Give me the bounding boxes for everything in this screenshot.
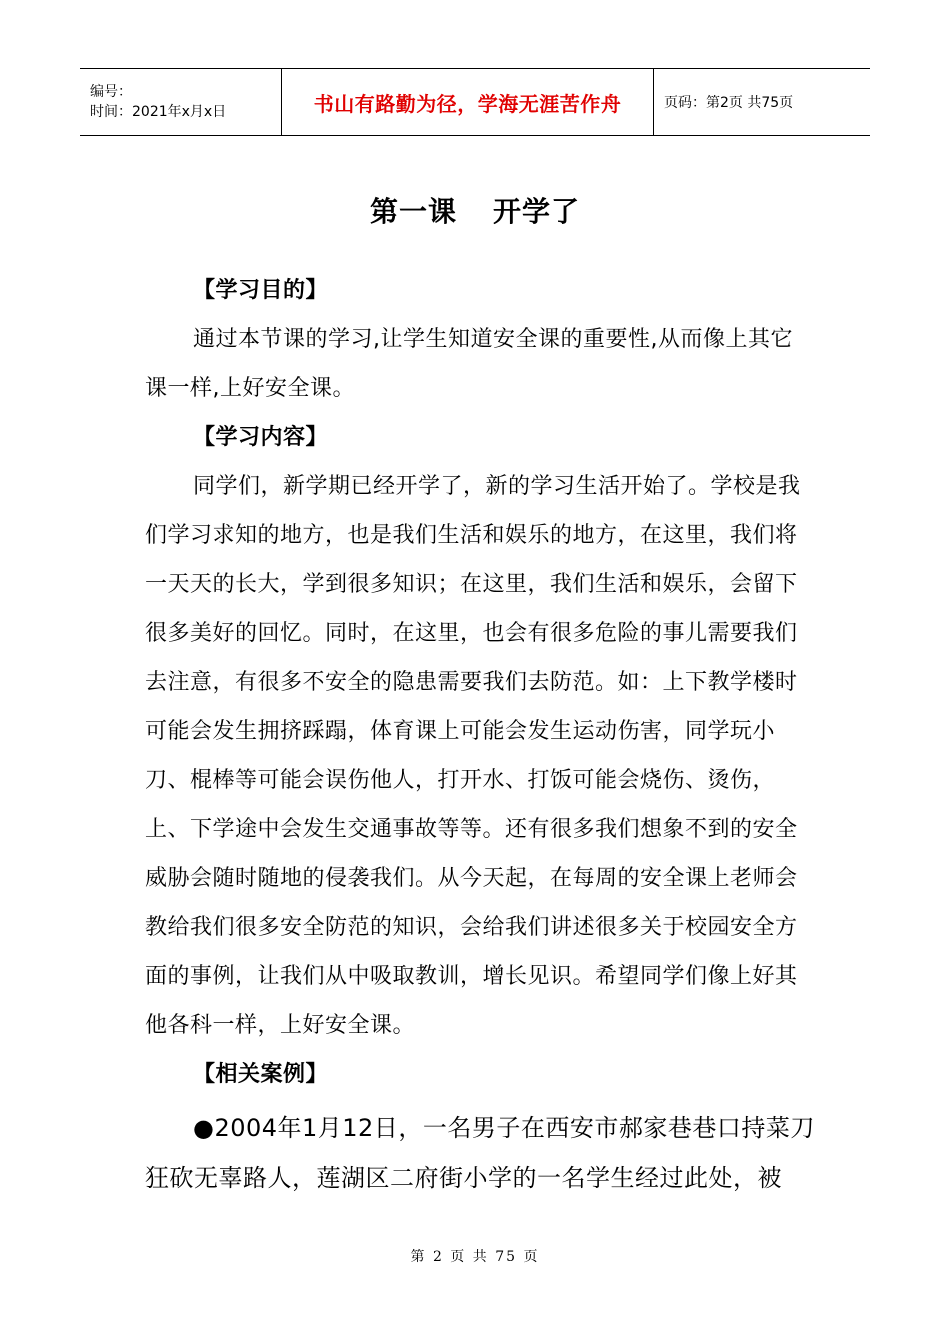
section-heading-case: 【相关案例】 bbox=[193, 1062, 329, 1087]
document-time-label: 时间：2021年x月x日 bbox=[90, 104, 227, 120]
header-page-info: 页码：第2页 共75页 bbox=[664, 95, 794, 111]
page-footer: 第 2 页 共 75 页 bbox=[410, 1249, 540, 1265]
lesson-name: 开学了 bbox=[493, 195, 581, 228]
header-motto: 书山有路勤为径，学海无涯苦作舟 bbox=[281, 69, 654, 135]
header-meta bbox=[80, 69, 281, 135]
content-paragraph: 同学们，新学期已经开学了，新的学习生活开始了。学校是我们学习求知的地方，也是我们生活和娱乐的地方，在这里，我们将一天天的长大，学到很多知识；在这里，我们生活和娱乐，会留下很多美好的回忆。同时，在这里，也会有很多危险的事儿需要我们去注意，有很多不安全的隐患需要我们去防范。如：上下教学楼时可能会发生拥挤踩蹋，体育课上可能会发生运动伤害，同学玩小刀、棍棒等可能会误伤他人，打开水、打饭可能会烧伤、烫伤，上、下学途中会发生交通事故等等。还有很多我们想象不到的安全威胁会随时随地的侵袭我们。从今天起，在每周的安全课上老师会教给我们很多安全防范的知识，会给我们讲述很多关于校园安全方面的事例，让我们从中吸取教训，增长见识。希望同学们像上好其他各科一样，上好安全课。 bbox=[145, 474, 801, 1038]
section-heading-content: 【学习内容】 bbox=[193, 425, 329, 450]
case-paragraph: ●2004年1月12日，一名男子在西安市郝家巷巷口持菜刀狂砍无辜路人，莲湖区二府街小学的一名学生经过此处，被 bbox=[145, 1114, 815, 1192]
purpose-paragraph: 通过本节课的学习,让学生知道安全课的重要性,从而像上其它课一样,上好安全课。 bbox=[145, 327, 793, 401]
header-table bbox=[80, 68, 870, 136]
document-body bbox=[145, 266, 815, 1203]
lesson-number: 第一课 bbox=[369, 195, 457, 228]
document-number-label: 编号： bbox=[90, 84, 132, 100]
lesson-title bbox=[0, 190, 950, 230]
section-heading-purpose: 【学习目的】 bbox=[193, 278, 329, 303]
